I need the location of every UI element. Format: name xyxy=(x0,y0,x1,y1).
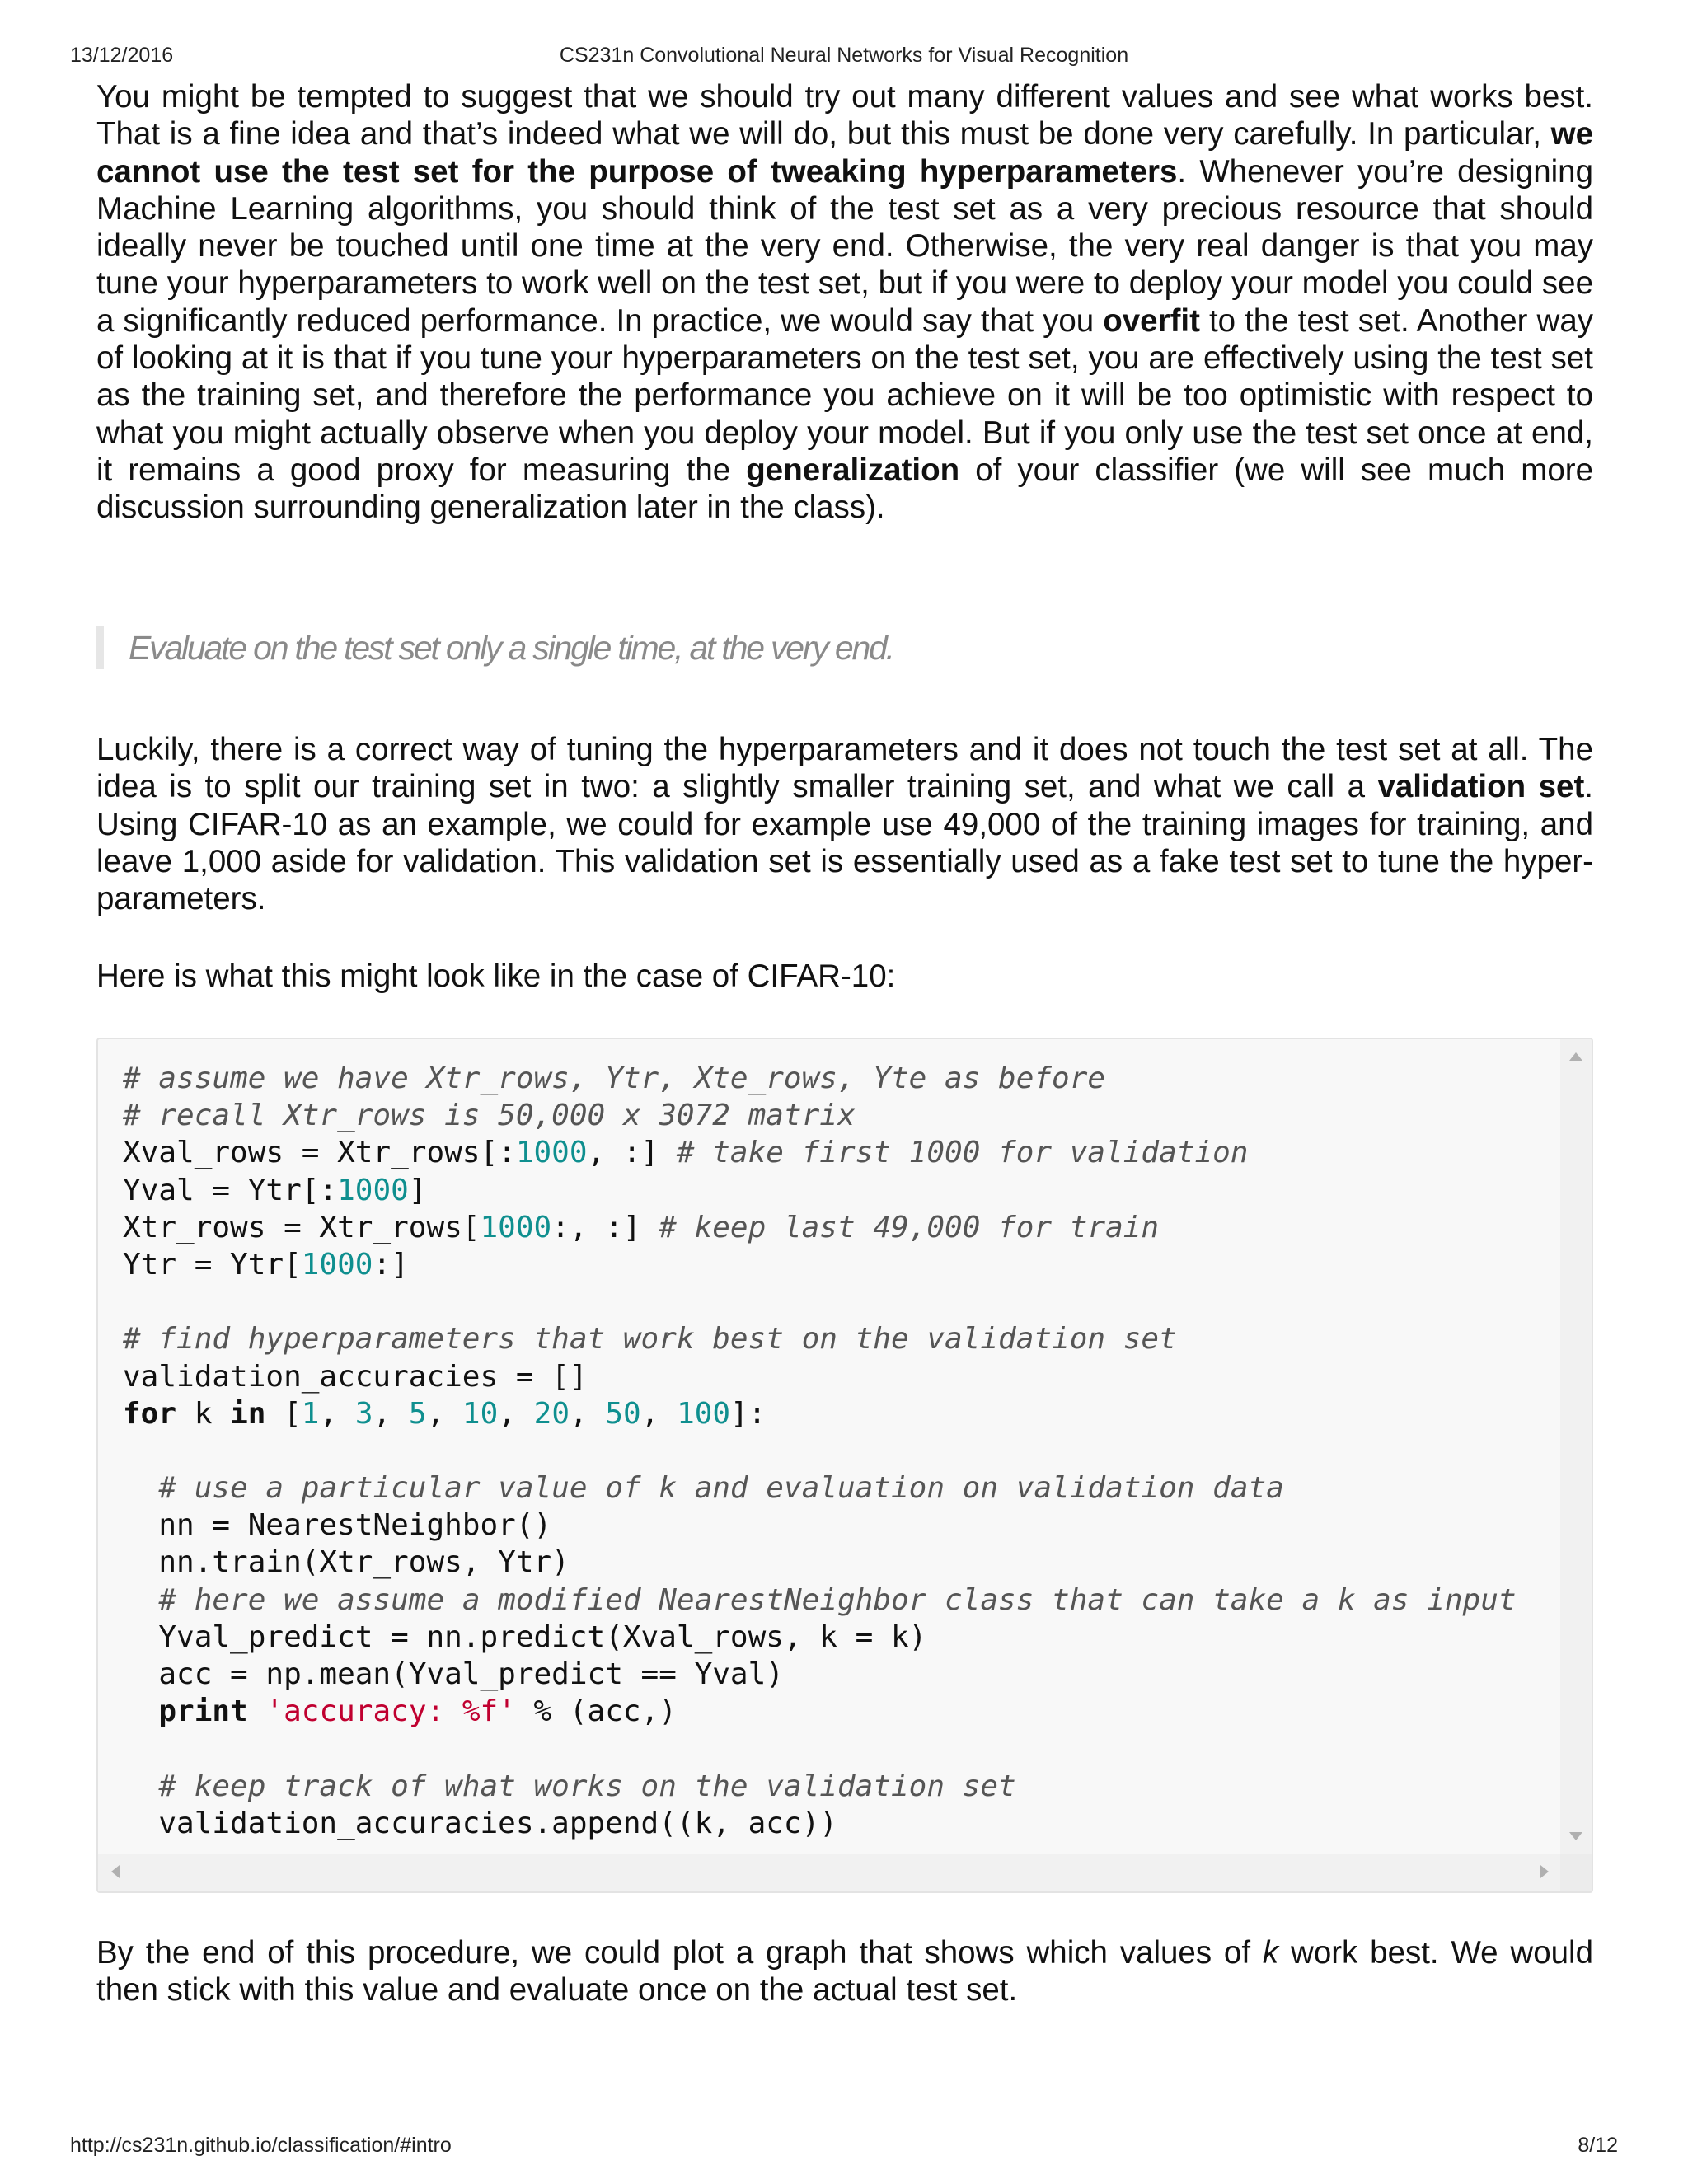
code-token xyxy=(123,1694,158,1728)
footer-url: http://cs231n.github.io/classification/#intro xyxy=(70,2134,452,2157)
bold-text: validation set xyxy=(1377,769,1585,805)
code-token: Xtr_rows = Xtr_rows[ xyxy=(123,1210,481,1244)
code-token: Yval_predict = nn.predict(Xval_rows, k = k) xyxy=(123,1619,927,1654)
text-span: You might be tempted to suggest that we should try out many different values and see what works best. That is a fine idea and that’s indeed what we will do, but this must be done very carefully. In particular, xyxy=(96,79,1593,152)
code-line xyxy=(123,1283,1550,1320)
code-number: 1000 xyxy=(301,1247,373,1282)
code-token xyxy=(123,1471,158,1505)
code-number: 20 xyxy=(533,1396,570,1431)
italic-text: k xyxy=(1262,1935,1279,1971)
code-comment: # take first 1000 for validation xyxy=(676,1136,1249,1170)
paragraph-validation-set xyxy=(96,731,1593,917)
text-span: By the end of this procedure, we could plot a graph that shows which values of xyxy=(96,1935,1263,1971)
code-line xyxy=(123,1060,1550,1097)
code-line xyxy=(123,1805,1550,1842)
code-line xyxy=(123,1097,1550,1134)
code-token: nn = NearestNeighbor() xyxy=(123,1508,552,1543)
code-line xyxy=(123,1209,1550,1246)
code-token: ] xyxy=(408,1173,427,1207)
page-title: CS231n Convolutional Neural Networks for Visual Recognition xyxy=(559,44,1129,67)
code-line xyxy=(123,1656,1550,1693)
code-content[interactable] xyxy=(123,1060,1550,1850)
code-number: 10 xyxy=(462,1396,499,1431)
text-span: to the test set. Another way of looking at it is that if you tune your hyperparameters on the test set, you are effectively using the test set as the training set, and therefore the performance you achieve on it will be too optimistic with respect to what you might actually observe when you deploy your model. But if you only use the test set once at end, it remains a good proxy for measuring the xyxy=(96,302,1593,488)
code-number: 1000 xyxy=(480,1210,552,1244)
code-line xyxy=(123,1730,1550,1767)
text-span: Luckily, there is a correct way of tuning the hyperparameters and it does not touch the test set at all. The idea is to split our training set in two: a slightly smaller training set, and what we call a xyxy=(96,732,1593,805)
page-number: 8/12 xyxy=(1578,2134,1618,2157)
code-token: validation_accuracies.append((k, acc)) xyxy=(123,1806,837,1840)
scroll-up-arrow-icon[interactable] xyxy=(1569,1052,1582,1061)
scroll-right-arrow-icon[interactable] xyxy=(1540,1865,1549,1878)
code-token xyxy=(123,1769,158,1803)
code-number: 50 xyxy=(605,1396,641,1431)
bold-text: generalization xyxy=(746,452,960,488)
code-line xyxy=(123,1320,1550,1357)
bold-text: we cannot use the test set for the purpose of tweaking hyperparameters xyxy=(96,116,1593,190)
text-span: . Using CIFAR-10 as an example, we could for example use 49,000 of the training images for training, and leave 1,000 aside for validation. This validation set is essentially used as a fake test set to tune the hyper-parameters. xyxy=(96,769,1593,917)
page-footer xyxy=(0,2131,1688,2159)
code-line xyxy=(123,1582,1550,1619)
code-keyword: print xyxy=(158,1694,248,1729)
scroll-left-arrow-icon[interactable] xyxy=(111,1865,120,1878)
code-line xyxy=(123,1469,1550,1507)
code-block[interactable] xyxy=(96,1038,1593,1893)
text-span: . Whenever you’re designing Machine Learning algorithms, you should think of the test set as a very precious resource that should ideally never be touched until one time at the very end. Otherwise, the very real danger is that you may tune your hyperparameters to work well on the test set, but if you were to deploy your model you could see a significantly reduced performance. In practice, we would say that you xyxy=(96,153,1593,339)
scroll-down-arrow-icon[interactable] xyxy=(1569,1832,1582,1840)
code-token: acc = np.mean(Yval_predict == Yval) xyxy=(123,1657,784,1691)
scrollbar-corner xyxy=(1560,1854,1592,1891)
code-number: 100 xyxy=(677,1396,731,1431)
code-token: k xyxy=(176,1396,231,1431)
code-comment: # here we assume a modified NearestNeighbor class that can take a k as input xyxy=(158,1582,1517,1617)
horizontal-scrollbar[interactable] xyxy=(98,1854,1562,1891)
code-comment: # assume we have Xtr_rows, Ytr, Xte_rows, Yte as before xyxy=(123,1062,1106,1095)
code-line xyxy=(123,1507,1550,1544)
page-header xyxy=(0,41,1688,69)
code-token: validation_accuracies = [] xyxy=(123,1359,588,1394)
code-comment: # recall Xtr_rows is 50,000 x 3072 matrix xyxy=(123,1099,856,1133)
code-string: 'accuracy: %f' xyxy=(265,1694,516,1729)
code-line xyxy=(123,1432,1550,1469)
code-token: , xyxy=(373,1396,409,1431)
code-token: :, :] xyxy=(551,1210,659,1244)
code-token: , xyxy=(426,1396,462,1431)
code-token: nn.train(Xtr_rows, Ytr) xyxy=(123,1545,570,1580)
code-token xyxy=(248,1694,266,1728)
code-token: % (acc,) xyxy=(515,1694,677,1729)
code-comment: # keep last 49,000 for train xyxy=(659,1210,1160,1244)
code-token: , xyxy=(640,1396,678,1431)
bold-text: overfit xyxy=(1103,302,1200,339)
code-number: 1000 xyxy=(515,1136,588,1170)
code-line xyxy=(123,1768,1550,1805)
code-line xyxy=(123,1544,1550,1581)
code-line xyxy=(123,1358,1550,1395)
blockquote: Evaluate on the test set only a single time, at the very end. xyxy=(96,626,1593,669)
code-token: Yval = Ytr[: xyxy=(123,1173,338,1207)
code-number: 1000 xyxy=(337,1173,409,1207)
code-comment: # use a particular value of k and evaluation on validation data xyxy=(158,1471,1284,1506)
code-token: , :] xyxy=(587,1136,677,1170)
code-token: , xyxy=(498,1396,534,1431)
code-token: , xyxy=(570,1396,606,1431)
code-comment: # find hyperparameters that work best on the validation set xyxy=(123,1322,1177,1357)
code-number: 1 xyxy=(301,1396,320,1431)
text-span: work best. We would then stick with this value and evaluate once on the actual test set. xyxy=(96,1935,1593,2008)
code-token: :] xyxy=(373,1247,409,1282)
code-keyword: for xyxy=(123,1396,177,1431)
vertical-scrollbar[interactable] xyxy=(1560,1039,1592,1854)
code-line xyxy=(123,1134,1550,1171)
code-line xyxy=(123,1693,1550,1730)
print-date: 13/12/2016 xyxy=(70,44,174,67)
code-line xyxy=(123,1246,1550,1283)
code-token xyxy=(123,1583,158,1617)
code-number: 3 xyxy=(354,1396,373,1431)
code-token: , xyxy=(319,1396,355,1431)
code-token: ]: xyxy=(730,1396,767,1431)
code-comment: # keep track of what works on the validation set xyxy=(158,1769,1016,1803)
code-line xyxy=(123,1395,1550,1432)
paragraph-test-set-warning xyxy=(96,78,1593,527)
code-number: 5 xyxy=(408,1396,427,1431)
code-line xyxy=(123,1619,1550,1656)
code-keyword: in xyxy=(230,1396,266,1431)
code-token: Xval_rows = Xtr_rows[: xyxy=(123,1136,516,1170)
text-span: of your classifier (we will see much more discussion surrounding generalization later in the class). xyxy=(96,452,1593,526)
code-token: [ xyxy=(265,1396,302,1431)
code-line xyxy=(123,1172,1550,1209)
code-token: Ytr = Ytr[ xyxy=(123,1247,302,1282)
paragraph-code-intro: Here is what this might look like in the case of CIFAR-10: xyxy=(96,958,896,994)
paragraph-conclusion xyxy=(96,1934,1593,2009)
